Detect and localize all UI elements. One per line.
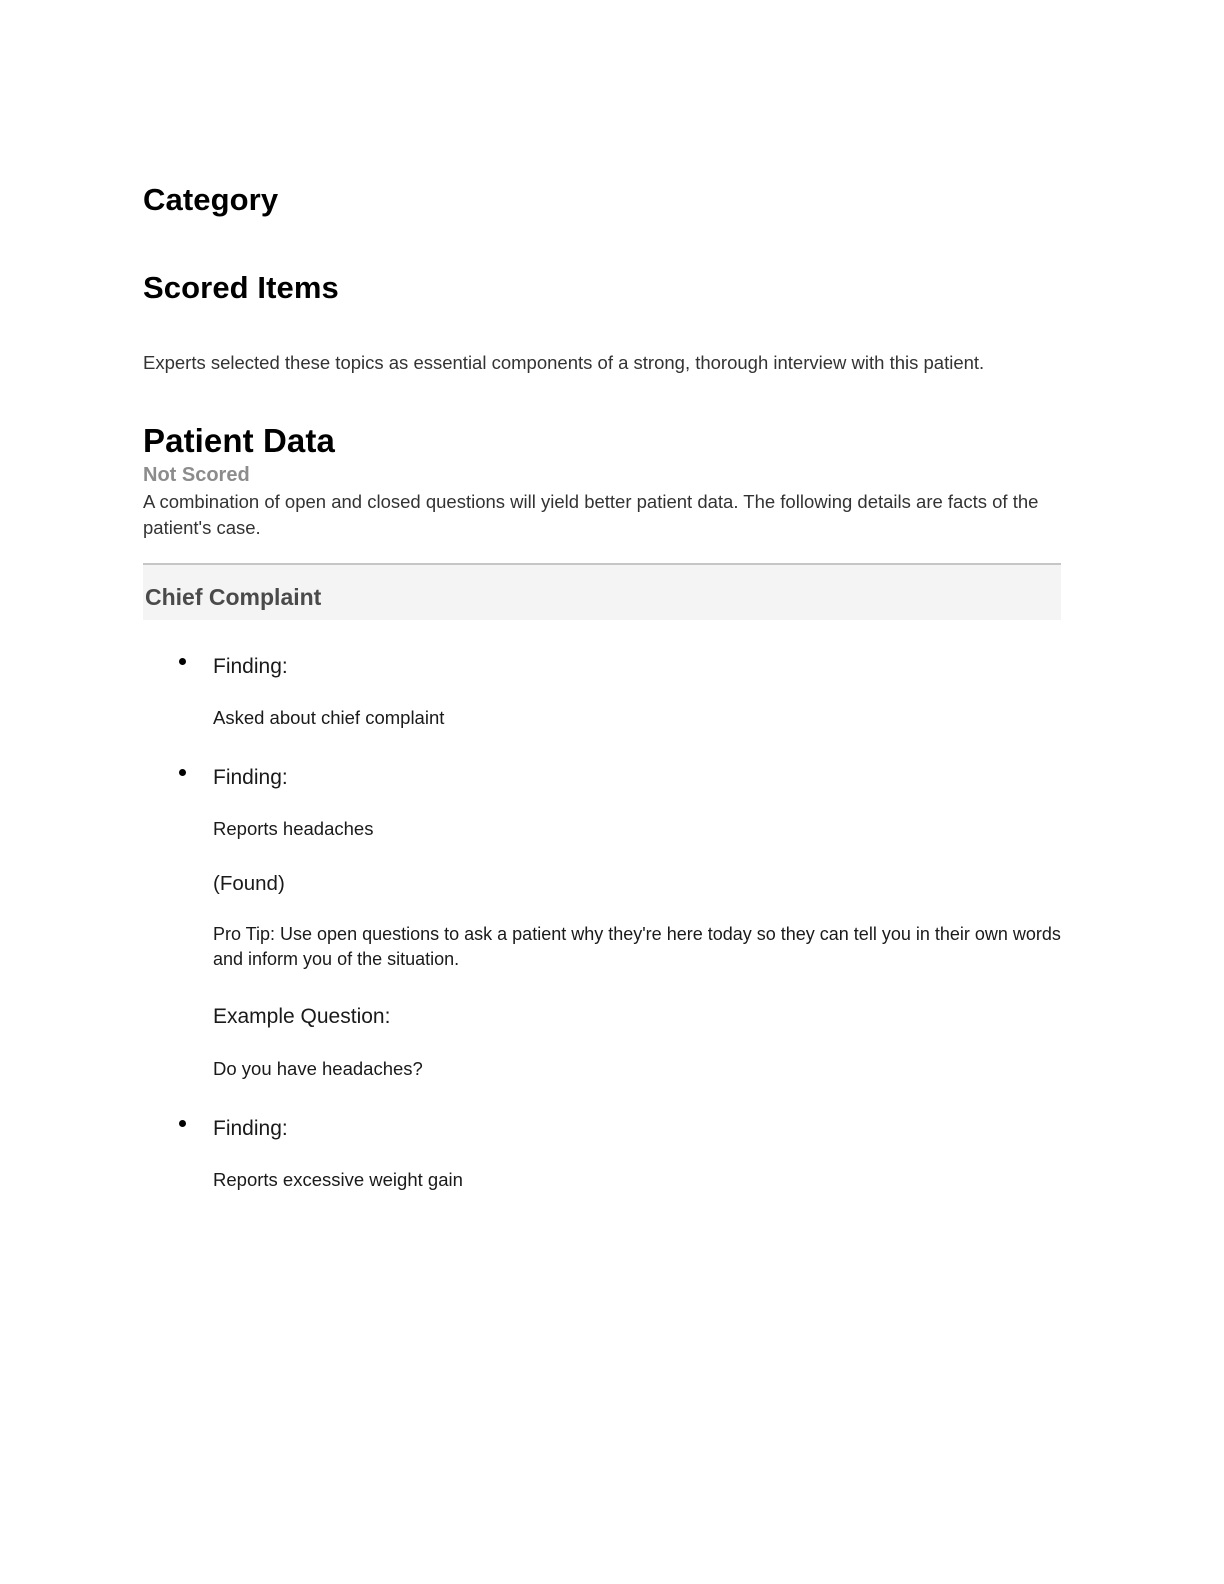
spacer	[213, 1144, 1061, 1167]
findings-list	[143, 620, 1061, 1193]
spacer	[213, 1082, 1061, 1114]
spacer	[143, 220, 1061, 268]
finding-status: (Found)	[213, 872, 285, 895]
finding-label: Finding:	[213, 1117, 288, 1140]
list-item	[143, 731, 1061, 1082]
bullet-icon	[179, 769, 186, 776]
finding-pro-tip: Pro Tip: Use open questions to ask a patient why they're here today so they can tell you in their own words and inform you of the situation.	[213, 924, 1061, 969]
spacer	[213, 793, 1061, 816]
finding-text: Reports headaches	[213, 818, 374, 839]
finding-text: Reports excessive weight gain	[213, 1169, 463, 1190]
category-header-band	[143, 563, 1061, 620]
spacer	[143, 308, 1061, 350]
list-item	[143, 1082, 1061, 1193]
example-question-label: Example Question:	[213, 1005, 391, 1028]
spacer	[213, 842, 1061, 870]
page-title: Category	[143, 182, 279, 217]
spacer	[213, 620, 1061, 652]
bullet-icon	[179, 658, 186, 665]
spacer	[213, 898, 1061, 922]
spacer	[213, 731, 1061, 763]
bullet-icon	[179, 1120, 186, 1127]
spacer	[213, 972, 1061, 1002]
score-status-badge: Not Scored	[143, 464, 250, 486]
scored-items-heading: Scored Items	[143, 270, 339, 305]
example-question-text: Do you have headaches?	[213, 1058, 423, 1079]
patient-data-description: A combination of open and closed questions will yield better patient data. The following details are facts of the patient's case.	[143, 491, 1039, 538]
spacer	[213, 1032, 1061, 1056]
finding-text: Asked about chief complaint	[213, 707, 445, 728]
finding-label: Finding:	[213, 766, 288, 789]
spacer	[143, 376, 1061, 420]
document-content	[143, 180, 1061, 1193]
category-title-chief-complaint: Chief Complaint	[145, 584, 322, 610]
patient-data-heading: Patient Data	[143, 422, 335, 459]
spacer	[213, 682, 1061, 705]
list-item	[143, 620, 1061, 731]
spacer	[143, 541, 1061, 563]
finding-label: Finding:	[213, 655, 288, 678]
scored-items-intro: Experts selected these topics as essential components of a strong, thorough interview with this patient.	[143, 352, 985, 373]
